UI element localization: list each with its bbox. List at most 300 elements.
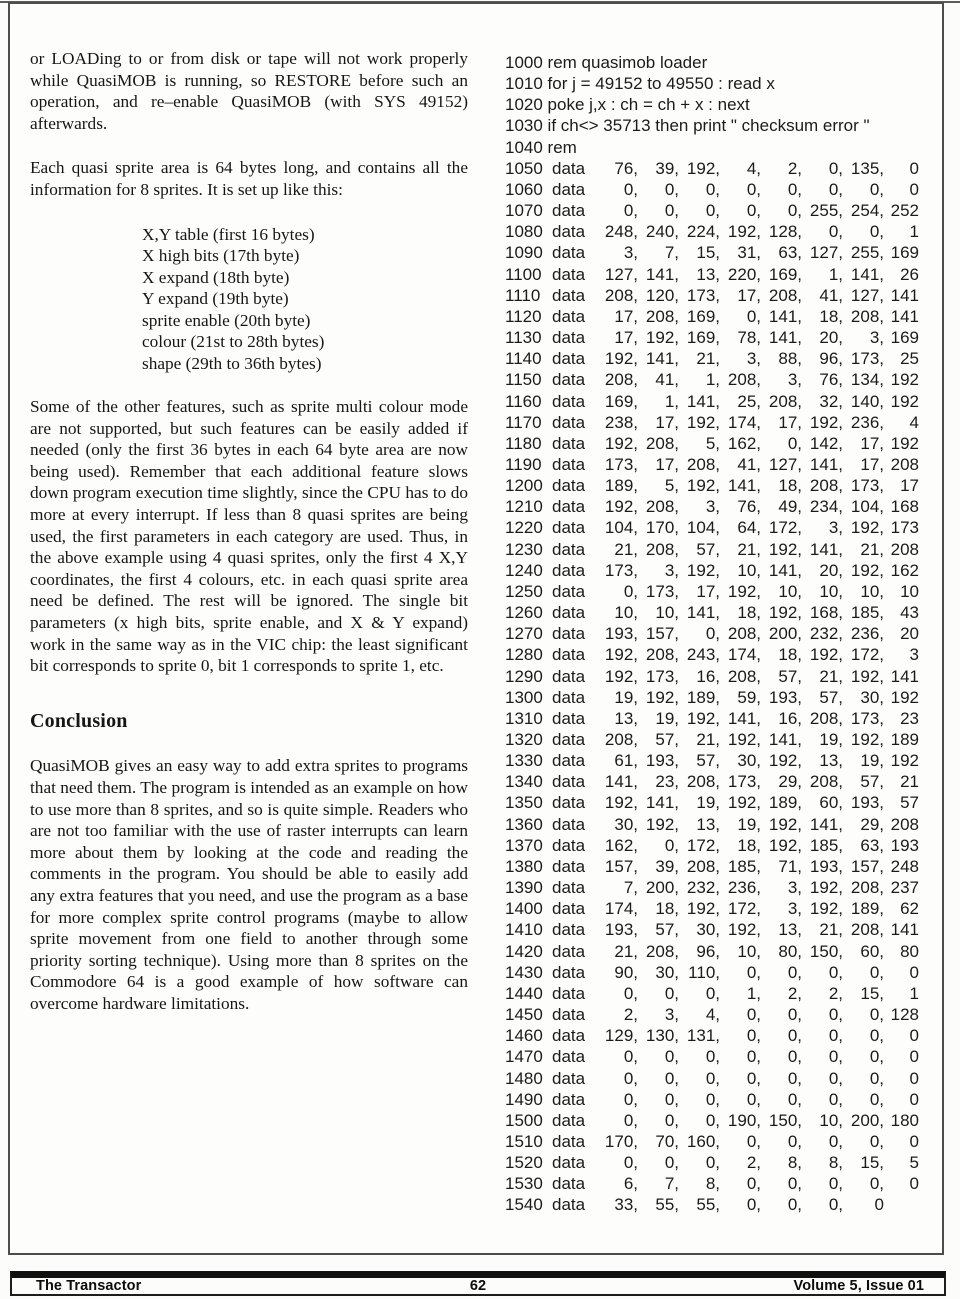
data-value: 189, xyxy=(686,687,720,707)
line-number: 1180 xyxy=(505,433,542,453)
data-value: 192, xyxy=(727,920,761,940)
data-value: 110, xyxy=(688,962,720,982)
data-value: 131, xyxy=(686,1026,720,1046)
data-value: 13, xyxy=(614,708,638,728)
data-value: 248 xyxy=(890,856,919,876)
data-value: 173, xyxy=(645,666,679,686)
data-value: 5 xyxy=(909,1153,919,1173)
data-value: 208, xyxy=(604,285,638,305)
conclusion-heading: Conclusion xyxy=(30,709,128,732)
data-value: 0, xyxy=(664,1110,679,1130)
data-value: 57, xyxy=(655,730,679,749)
data-value: 8, xyxy=(828,1153,843,1173)
code-line xyxy=(505,792,941,813)
data-keyword: data xyxy=(552,1110,586,1130)
data-value: 30, xyxy=(696,920,720,940)
data-keyword: data xyxy=(552,222,586,242)
data-value: 0, xyxy=(623,201,638,221)
article-paragraph: QuasiMOB gives an easy way to add extra sprites to programs that need them. The program is intended as an example on how to use more than 8 sprites, and so is quite simple. Readers who are not too familiar with the use of raster interrupts can learn more about them by looking at the code and reading the comments in the program. You should be able to easily add any extra features that you need, and use the program as a base for more complex sprite control programs (maybe to allow sprite movement from one field to another through some priority sorting technique). Using more than 8 sprites on the Commodore 64 is a good example of how software can overcome hardware limitations. xyxy=(30,756,468,1013)
data-keyword: data xyxy=(552,518,586,538)
data-keyword: data xyxy=(552,814,586,834)
line-number: 1470 xyxy=(505,1047,543,1067)
data-value: 255, xyxy=(850,243,884,263)
data-value: 0 xyxy=(909,1068,919,1088)
data-value: 0, xyxy=(705,1047,720,1067)
data-value: 3, xyxy=(869,328,884,348)
data-value: 0 xyxy=(909,1174,919,1194)
data-keyword: data xyxy=(552,539,586,559)
data-keyword: data xyxy=(552,687,586,707)
data-value: 141, xyxy=(809,539,843,559)
data-keyword: data xyxy=(552,708,586,728)
data-value: 129, xyxy=(604,1026,638,1046)
data-value: 192, xyxy=(604,497,638,517)
data-value: 0 xyxy=(909,1131,919,1151)
line-number: 1460 xyxy=(505,1026,543,1046)
data-keyword: data xyxy=(552,349,586,369)
line-number: 1350 xyxy=(505,793,543,813)
line-number: 1300 xyxy=(505,687,543,707)
data-value: 208, xyxy=(809,772,843,792)
sprite-area-spec-list xyxy=(142,224,468,375)
code-line xyxy=(505,1068,941,1089)
data-value: 0, xyxy=(664,983,679,1003)
data-value: 192, xyxy=(686,560,720,580)
line-number: 1540 xyxy=(505,1195,543,1215)
data-value: 192, xyxy=(604,666,638,686)
data-value: 208, xyxy=(850,920,884,940)
data-value: 57, xyxy=(860,772,884,792)
data-value: 4 xyxy=(909,412,919,432)
data-value: 192, xyxy=(850,560,884,580)
code-line xyxy=(505,179,941,200)
data-value: 2, xyxy=(787,983,802,1003)
code-line xyxy=(505,475,941,496)
data-keyword: data xyxy=(552,306,586,326)
data-value: 17, xyxy=(860,454,884,474)
data-keyword: data xyxy=(552,878,586,898)
code-line xyxy=(505,602,941,623)
line-number: 1240 xyxy=(505,560,543,580)
code-line xyxy=(505,856,941,877)
data-value: 0, xyxy=(828,1047,843,1067)
line-number: 1200 xyxy=(505,476,543,496)
data-value: 224, xyxy=(686,222,720,242)
data-value: 19, xyxy=(860,751,884,771)
line-number: 1270 xyxy=(505,624,543,644)
data-value: 7, xyxy=(664,243,679,263)
data-value: 208, xyxy=(727,370,761,390)
line-number: 1480 xyxy=(505,1068,543,1088)
data-value: 173, xyxy=(727,772,761,792)
data-value: 189 xyxy=(890,730,919,749)
data-value: 127, xyxy=(604,264,638,284)
data-value: 236, xyxy=(850,412,884,432)
data-value: 141, xyxy=(768,730,802,749)
data-keyword: data xyxy=(552,1153,586,1173)
data-value: 232, xyxy=(686,878,720,898)
data-value: 150, xyxy=(809,941,843,961)
data-value: 0, xyxy=(705,201,720,221)
data-value: 208, xyxy=(604,730,638,749)
data-value: 0, xyxy=(705,1089,720,1109)
line-number: 1170 xyxy=(505,412,542,432)
data-value: 0, xyxy=(828,1068,843,1088)
data-value: 23, xyxy=(655,772,679,792)
data-value: 30, xyxy=(655,962,679,982)
line-number: 1140 xyxy=(505,349,542,369)
data-value: 0, xyxy=(664,1047,679,1067)
data-value: 0, xyxy=(623,581,638,601)
line-number: 1520 xyxy=(505,1153,543,1173)
data-value: 20, xyxy=(819,560,843,580)
line-number: 1450 xyxy=(505,1005,543,1025)
data-value: 238, xyxy=(604,412,638,432)
data-keyword: data xyxy=(552,1005,586,1025)
data-value: 3, xyxy=(664,1005,679,1025)
code-line xyxy=(505,1131,941,1152)
data-value: 192 xyxy=(890,370,919,390)
article-paragraph: Each quasi sprite area is 64 bytes long, and contains all the information for 8 sprites. It is set up like this: xyxy=(30,158,468,199)
magazine-title: The Transactor xyxy=(36,1278,142,1294)
line-number: 1310 xyxy=(505,708,543,728)
data-value: 13, xyxy=(819,751,843,771)
data-value: 104, xyxy=(604,518,638,538)
code-line xyxy=(505,1025,941,1046)
data-value: 192, xyxy=(727,730,761,749)
data-value: 1, xyxy=(828,264,843,284)
data-value: 141, xyxy=(645,793,679,813)
data-value: 141, xyxy=(645,349,679,369)
data-value: 16, xyxy=(778,708,802,728)
data-value: 4, xyxy=(705,1005,720,1025)
data-keyword: data xyxy=(552,1195,586,1215)
data-value: 192, xyxy=(850,730,884,749)
data-keyword: data xyxy=(552,920,586,940)
data-value: 192, xyxy=(850,666,884,686)
data-value: 10 xyxy=(900,581,919,601)
data-value: 192, xyxy=(645,687,679,707)
data-value: 3, xyxy=(787,899,802,919)
data-value: 23 xyxy=(900,708,919,728)
data-value: 21, xyxy=(737,539,761,559)
line-number: 1330 xyxy=(505,751,543,771)
data-value: 2, xyxy=(746,1153,761,1173)
data-value: 192, xyxy=(604,349,638,369)
data-value: 248, xyxy=(604,222,638,242)
page-number: 62 xyxy=(469,1278,487,1294)
data-value: 141 xyxy=(890,306,919,326)
data-value: 60, xyxy=(860,941,884,961)
data-value: 192, xyxy=(809,412,843,432)
data-value: 0, xyxy=(705,624,720,644)
code-line xyxy=(505,539,941,560)
data-value: 18, xyxy=(655,899,679,919)
data-keyword: data xyxy=(552,476,586,496)
data-value: 208, xyxy=(645,645,679,665)
data-value: 141, xyxy=(686,391,720,411)
data-value: 141, xyxy=(850,264,884,284)
code-line xyxy=(505,264,941,285)
data-value: 17, xyxy=(696,581,720,601)
data-value: 208, xyxy=(768,391,802,411)
data-value: 3, xyxy=(828,518,843,538)
line-number: 1420 xyxy=(505,941,543,961)
data-value: 55, xyxy=(696,1195,720,1215)
data-value: 0, xyxy=(787,962,802,982)
data-value: 10, xyxy=(737,941,761,961)
data-value: 0, xyxy=(828,1089,843,1109)
data-keyword: data xyxy=(552,328,586,348)
code-line xyxy=(505,1089,941,1110)
data-value: 208, xyxy=(686,772,720,792)
data-value: 192, xyxy=(686,708,720,728)
data-value: 41, xyxy=(655,370,679,390)
data-value: 3, xyxy=(787,878,802,898)
line-number: 1340 xyxy=(505,772,543,792)
data-value: 172, xyxy=(686,835,720,855)
data-value: 18, xyxy=(819,306,843,326)
data-value: 0, xyxy=(705,1110,720,1130)
data-value: 128, xyxy=(768,222,802,242)
data-value: 17, xyxy=(737,285,761,305)
data-value: 10, xyxy=(737,560,761,580)
data-value: 0, xyxy=(787,1131,802,1151)
data-value: 0, xyxy=(787,1174,802,1194)
data-value: 168 xyxy=(890,497,919,517)
data-value: 0 xyxy=(909,158,919,178)
line-number: 1510 xyxy=(505,1131,543,1151)
data-keyword: data xyxy=(552,391,586,411)
data-keyword: data xyxy=(552,285,586,305)
data-value: 1 xyxy=(909,983,919,1003)
data-value: 170, xyxy=(604,1131,638,1151)
data-value: 127, xyxy=(768,454,802,474)
data-value: 141, xyxy=(686,603,720,623)
data-value: 0, xyxy=(705,1153,720,1173)
data-value: 0, xyxy=(869,1047,884,1067)
page-footer xyxy=(10,1271,946,1296)
data-value: 0, xyxy=(869,1089,884,1109)
line-number: 1090 xyxy=(505,243,543,263)
code-line xyxy=(505,1110,941,1131)
line-number: 1150 xyxy=(505,370,542,390)
data-value: 30, xyxy=(860,687,884,707)
data-value: 17, xyxy=(860,433,884,453)
data-value: 59, xyxy=(737,687,761,707)
data-value: 4, xyxy=(746,158,761,178)
data-value: 1 xyxy=(909,222,919,242)
data-value: 10, xyxy=(819,1110,843,1130)
data-value: 8, xyxy=(705,1174,720,1194)
data-value: 0, xyxy=(664,835,679,855)
data-value: 13, xyxy=(778,920,802,940)
data-value: 21, xyxy=(860,539,884,559)
data-value: 0 xyxy=(909,1047,919,1067)
data-value: 141, xyxy=(727,708,761,728)
data-value: 32, xyxy=(819,391,843,411)
data-value: 0, xyxy=(828,1026,843,1046)
data-keyword: data xyxy=(552,624,586,644)
spec-list-item: X expand (18th byte) xyxy=(142,267,290,287)
data-value: 192, xyxy=(768,835,802,855)
data-value: 29, xyxy=(778,772,802,792)
data-value: 192, xyxy=(727,222,761,242)
line-number: 1220 xyxy=(505,518,543,538)
data-value: 2, xyxy=(623,1005,638,1025)
line-number: 1210 xyxy=(505,497,543,517)
data-value: 78, xyxy=(737,328,761,348)
data-value: 185, xyxy=(850,603,884,623)
data-value: 0, xyxy=(828,1005,843,1025)
data-value: 17, xyxy=(614,306,638,326)
data-value: 41, xyxy=(737,454,761,474)
data-keyword: data xyxy=(552,454,586,474)
code-line: 1040 rem xyxy=(505,137,577,157)
line-number: 1120 xyxy=(505,306,542,326)
data-value: 192, xyxy=(768,814,802,834)
data-keyword: data xyxy=(552,1026,586,1046)
data-value: 0, xyxy=(746,1131,761,1151)
data-value: 0, xyxy=(623,1089,638,1109)
data-value: 208, xyxy=(850,306,884,326)
data-keyword: data xyxy=(552,856,586,876)
data-value: 15, xyxy=(696,243,720,263)
data-keyword: data xyxy=(552,941,586,961)
data-value: 29, xyxy=(860,814,884,834)
data-keyword: data xyxy=(552,793,586,813)
line-number: 1070 xyxy=(505,201,543,221)
code-line xyxy=(505,983,941,1004)
data-value: 10, xyxy=(655,603,679,623)
data-value: 243, xyxy=(686,645,720,665)
data-value: 1, xyxy=(746,983,761,1003)
data-value: 0, xyxy=(828,179,843,199)
data-value: 19, xyxy=(655,708,679,728)
code-line xyxy=(505,771,941,792)
code-line xyxy=(505,708,941,729)
data-value: 80 xyxy=(900,941,919,961)
data-value: 0, xyxy=(664,1068,679,1088)
data-value: 168, xyxy=(809,603,843,623)
data-value: 21, xyxy=(696,349,720,369)
data-keyword: data xyxy=(552,666,586,686)
data-keyword: data xyxy=(552,835,586,855)
data-value: 192 xyxy=(890,433,919,453)
data-value: 208, xyxy=(686,856,720,876)
data-value: 255, xyxy=(809,201,843,221)
data-value: 18, xyxy=(778,476,802,496)
data-value: 200, xyxy=(850,1110,884,1130)
data-value: 0, xyxy=(705,983,720,1003)
data-value: 208, xyxy=(645,433,679,453)
data-value: 0, xyxy=(787,1068,802,1088)
data-value: 3, xyxy=(664,560,679,580)
data-value: 208, xyxy=(645,539,679,559)
data-value: 208, xyxy=(645,941,679,961)
code-line xyxy=(505,962,941,983)
data-value: 0, xyxy=(746,1174,761,1194)
line-number: 1440 xyxy=(505,983,543,1003)
data-value: 0, xyxy=(828,1131,843,1151)
data-keyword: data xyxy=(552,201,586,221)
data-value: 64, xyxy=(737,518,761,538)
line-number: 1080 xyxy=(505,222,543,242)
data-value: 169, xyxy=(768,264,802,284)
line-number: 1370 xyxy=(505,835,543,855)
data-value: 172, xyxy=(850,645,884,665)
code-line xyxy=(505,369,941,390)
line-number: 1530 xyxy=(505,1174,543,1194)
listing-data-lines xyxy=(505,158,941,1216)
data-value: 193, xyxy=(645,751,679,771)
data-value: 127, xyxy=(809,243,843,263)
data-value: 208 xyxy=(890,539,919,559)
data-keyword: data xyxy=(552,560,586,580)
data-value: 162, xyxy=(604,835,638,855)
data-value: 173, xyxy=(645,581,679,601)
line-number: 1250 xyxy=(505,581,543,601)
code-line xyxy=(505,687,941,708)
data-value: 33, xyxy=(614,1195,638,1215)
code-line xyxy=(505,496,941,517)
data-value: 88, xyxy=(778,349,802,369)
spec-list-item: X high bits (17th byte) xyxy=(142,246,300,266)
data-value: 15, xyxy=(860,1153,884,1173)
line-number: 1130 xyxy=(505,328,542,348)
code-line xyxy=(505,1194,941,1215)
data-value: 57, xyxy=(778,666,802,686)
code-line xyxy=(505,581,941,602)
data-value: 21, xyxy=(819,920,843,940)
data-value: 17 xyxy=(900,476,919,496)
code-line: 1030 if ch<> 35713 then print " checksum error " xyxy=(505,116,870,136)
data-value: 169, xyxy=(604,391,638,411)
data-value xyxy=(884,1194,919,1215)
data-value: 3, xyxy=(746,349,761,369)
data-value: 173, xyxy=(604,454,638,474)
data-value: 0, xyxy=(746,201,761,221)
line-number: 1110 xyxy=(505,285,541,305)
data-value: 80, xyxy=(778,941,802,961)
data-value: 21, xyxy=(696,730,720,749)
code-line xyxy=(505,200,941,221)
data-value: 21, xyxy=(614,539,638,559)
data-value: 30, xyxy=(614,814,638,834)
data-value: 104, xyxy=(850,497,884,517)
data-value: 0, xyxy=(869,1068,884,1088)
data-value: 0, xyxy=(746,179,761,199)
data-value: 5, xyxy=(664,476,679,496)
data-value: 21, xyxy=(819,666,843,686)
data-keyword: data xyxy=(552,1131,586,1151)
spec-list-item: sprite enable (20th byte) xyxy=(142,310,311,330)
data-value: 174, xyxy=(727,412,761,432)
code-line xyxy=(505,1152,941,1173)
data-value: 2, xyxy=(828,983,843,1003)
data-value: 25 xyxy=(900,349,919,369)
data-value: 208, xyxy=(727,624,761,644)
data-value: 254, xyxy=(850,201,884,221)
data-value: 76, xyxy=(737,497,761,517)
data-value: 141, xyxy=(768,560,802,580)
data-keyword: data xyxy=(552,412,586,432)
data-value: 169, xyxy=(686,328,720,348)
data-value: 208, xyxy=(645,306,679,326)
data-value: 0 xyxy=(909,1089,919,1109)
data-value: 208, xyxy=(686,454,720,474)
data-value: 192, xyxy=(727,581,761,601)
